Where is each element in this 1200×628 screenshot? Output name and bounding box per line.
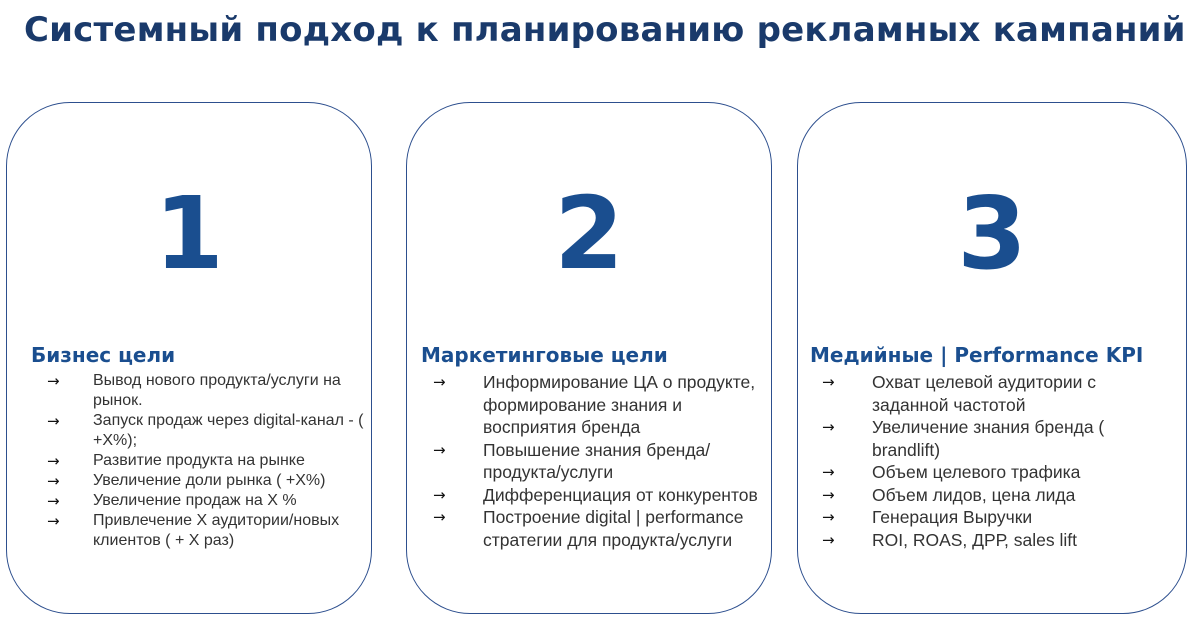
list-item: → Охват целевой аудитории с заданной частотой bbox=[822, 372, 1097, 415]
list-item: → Привлечение Х аудитории/новых клиентов ( + Х раз) bbox=[47, 512, 340, 549]
list-item: → Дифференциация от конкурентов bbox=[433, 484, 758, 505]
arrow-right-icon: → bbox=[433, 440, 446, 459]
list-item: → Увеличение знания бренда ( brandlift) bbox=[822, 417, 1105, 460]
card-list bbox=[822, 371, 1162, 551]
arrow-right-icon: → bbox=[822, 485, 835, 504]
card-number: 1 bbox=[154, 175, 224, 292]
list-item: → Объем целевого трафика bbox=[822, 462, 1081, 482]
list-item: → Развитие продукта на рынке bbox=[47, 452, 305, 470]
card-business-goals bbox=[6, 102, 372, 614]
arrow-right-icon: → bbox=[47, 452, 60, 470]
list-item: → Увеличение доли рынка ( +Х%) bbox=[47, 472, 326, 490]
list-item: → Увеличение продаж на Х % bbox=[47, 492, 297, 510]
list-item: → Повышение знания бренда/продукта/услуги bbox=[433, 439, 711, 482]
arrow-right-icon: → bbox=[47, 412, 60, 430]
arrow-right-icon: → bbox=[433, 373, 446, 391]
card-heading: Бизнес цели bbox=[31, 343, 176, 367]
arrow-right-icon: → bbox=[433, 485, 446, 504]
arrow-right-icon: → bbox=[47, 492, 60, 510]
arrow-right-icon: → bbox=[822, 530, 835, 549]
arrow-right-icon: → bbox=[47, 512, 60, 530]
arrow-right-icon: → bbox=[822, 418, 835, 436]
list-item: → Объем лидов, цена лида bbox=[822, 484, 1076, 505]
card-media-performance-kpi bbox=[797, 102, 1187, 614]
card-marketing-goals bbox=[406, 102, 772, 614]
list-item: → Генерация Выручки bbox=[822, 507, 1033, 527]
arrow-right-icon: → bbox=[822, 508, 835, 526]
card-heading: Медийные | Performance KPI bbox=[810, 343, 1144, 367]
list-item: → Информирование ЦА о продукте, формирование знания и восприятия бренда bbox=[433, 372, 756, 437]
list-item: → ROI, ROAS, ДРР, sales lift bbox=[822, 529, 1077, 550]
page-title: Системный подход к планированию рекламных кампаний bbox=[24, 10, 1186, 50]
arrow-right-icon: → bbox=[47, 372, 60, 390]
list-item: → Запуск продаж через digital-канал - ( +Х%); bbox=[47, 412, 364, 449]
arrow-right-icon: → bbox=[433, 508, 446, 526]
arrow-right-icon: → bbox=[822, 463, 835, 481]
card-list bbox=[47, 371, 367, 551]
arrow-right-icon: → bbox=[822, 373, 835, 391]
card-number: 2 bbox=[554, 175, 624, 292]
list-item: → Построение digital | performance стратегии для продукта/услуги bbox=[433, 507, 744, 550]
card-heading: Маркетинговые цели bbox=[421, 343, 668, 367]
list-item: → Вывод нового продукта/услуги на рынок. bbox=[47, 372, 341, 409]
card-number: 3 bbox=[957, 175, 1027, 292]
arrow-right-icon: → bbox=[47, 472, 60, 490]
card-list bbox=[433, 371, 773, 551]
